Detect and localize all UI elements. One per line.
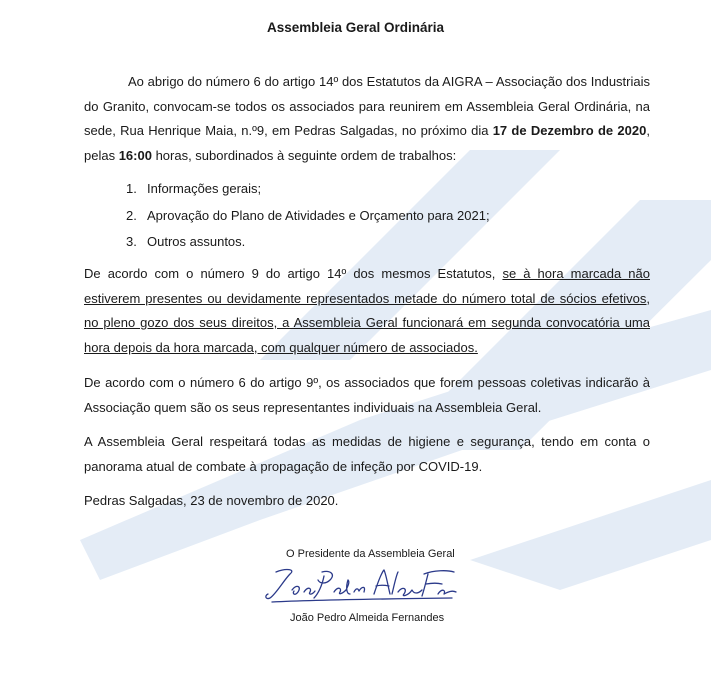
quorum-paragraph	[84, 262, 650, 360]
handwritten-signature	[262, 564, 462, 608]
quorum-text: De acordo com o número 9 do artigo 14º dos mesmos Estatutos,	[84, 266, 503, 281]
agenda-item-number: 1.	[126, 181, 137, 196]
agenda-item-text: Informações gerais;	[147, 181, 262, 196]
agenda-item	[126, 176, 490, 203]
agenda-item-number: 3.	[126, 234, 137, 249]
meeting-time: 16:00	[118, 147, 152, 163]
intro-text-1: Ao abrigo do número 6 do artigo 14º dos Estatutos da AIGRA – Associação dos Industriais do Granito, convocam-se todos os associados para reunirem em Assembleia Geral Ordinária, na sede, Rua Henrique Maia, n.º9, em Pedras Salgadas, no próximo dia	[84, 74, 650, 138]
signatory-role: O Presidente da Assembleia Geral	[286, 548, 455, 560]
meeting-date: 17 de Dezembro de 2020	[492, 123, 647, 138]
agenda-item-text: Aprovação do Plano de Atividades e Orçamento para 2021;	[147, 207, 490, 223]
quorum-underlined-text: se à hora marcada não estiverem presentes ou devidamente representados metade do número total de sócios efetivos, no pleno gozo dos seus direitos, a Assembleia Geral funcionará em segunda convocatória uma hora depois da hora marcada, com qualquer número de associados.	[84, 266, 650, 355]
signatory-name: João Pedro Almeida Fernandes	[290, 612, 445, 624]
intro-paragraph	[84, 70, 650, 168]
agenda-item	[126, 229, 490, 256]
intro-text-2: , pelas	[84, 123, 650, 163]
health-paragraph: A Assembleia Geral respeitará todas as medidas de higiene e segurança, tendo em conta o panorama atual de combate à propagação de infeção por COVID-19.	[84, 434, 650, 474]
agenda-item-text: Outros assuntos.	[147, 234, 246, 249]
agenda-item	[126, 203, 490, 230]
intro-text-3: horas, subordinados à seguinte ordem de trabalhos:	[151, 147, 457, 163]
agenda-item-number: 2.	[126, 207, 137, 223]
agenda-list	[126, 176, 490, 256]
place-date: Pedras Salgadas, 23 de novembro de 2020.	[84, 493, 339, 508]
document-title: Assembleia Geral Ordinária	[266, 20, 445, 35]
representatives-paragraph: De acordo com o número 6 do artigo 9º, os associados que forem pessoas coletivas indicarão à Associação quem são os seus representantes individuais na Assembleia Geral.	[84, 375, 650, 415]
